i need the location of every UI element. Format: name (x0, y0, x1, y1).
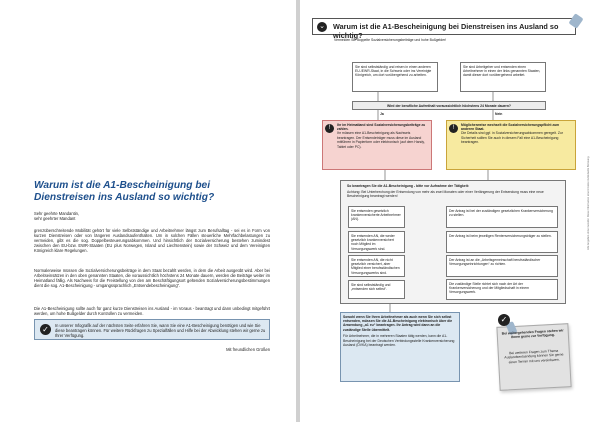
employer-text: Sie sind Arbeitgeber und entsenden einen Arbeitnehmer in einen der links genannten Staaten, damit dieser dort vorübergehend arbeitet. (463, 64, 541, 78)
chevron-down-icon: ⌄ (317, 22, 327, 32)
nein-result-title: Möglicherweise wechselt die Sozialversicherungspflicht zum anderen Staat. (461, 122, 560, 131)
side-disclaimer: Alle Angaben ohne Gewähr. Diese Information ersetzt keine individuelle Beratung. (587, 155, 590, 250)
paragraph-3: Die A1-Bescheinigung sollte auch für ganz kurze Dienstreisen ins Ausland - im Voraus - beantragt und dann unbedingt mitgeführt werden, um hohe Bußgelder durch Kontrollen zu vermeiden. (34, 306, 270, 317)
infographic-subtitle: Vermeiden Sie doppelte Sozialversicherungsbeiträge und hohe Bußgelder! (334, 38, 447, 42)
multi-state-text: Für Arbeitnehmer, die in mehreren Staaten tätig werden, kann die A1-Bescheinigung bei der Deutschen Verbindungsstelle Krankenversicherung Ausland (DVKA) beantragt werden. (343, 334, 455, 347)
salutation-2: sehr geehrter Mandant (34, 216, 76, 221)
infographic-note-text: In unserer Infografik auf der nächsten Seite erfahren Sie, wann Sie eine A1-Bescheinigung benötigen und wie Sie diese beantragen können. Für weitere Rückfragen zu Spezialfällen und Hilfe bei der Abwicklung stehen wir gerne zu Ihrer Verfügung. (55, 323, 266, 339)
check-icon: ✓ (498, 314, 510, 326)
result-3-text: Der Antrag ist an die „Arbeitsgemeinschaft berufsständischer Versorgungseinrichtungen“ zu richten. (449, 257, 541, 266)
electronic-application-box (340, 312, 460, 382)
letter-title: Warum ist die A1-Bescheinigung bei Dienstreisen ins Ausland so wichtig? (34, 180, 215, 204)
paragraph-2: Normalerweise müssen die Sozialversicherungsbeiträge in dem Staat bezahlt werden, in dem die Arbeit ausgeübt wird. Aber bei Arbeitseinsätzen in den oben genannten Staaten, die voraussichtlich höchstens 24 Monate dauern, werden die Beiträge weiter im Heimatland fällig. Als Nachweis für die Freistellung von den am Beschäftigungsort geltenden Sozialversicherungsbestimmungen dient die sog. A1-Bescheinigung - umgangssprachlich „Entsendebescheinigung“. (34, 268, 270, 289)
case-4-box (348, 280, 405, 299)
warning-icon: ! (449, 124, 458, 133)
duration-question: Wird der berufliche Aufenthalt voraussichtlich höchstens 24 Monate dauern? (387, 103, 511, 108)
duration-question-box (352, 101, 546, 110)
case-1-box (348, 206, 405, 228)
result-1-text: Der Antrag ist bei der zuständigen gesetzlichen Krankenversicherung zu stellen. (449, 208, 553, 217)
result-3-box (446, 255, 558, 277)
sticky-note (496, 323, 571, 391)
paragraph-1: grenzüberschreitende Mobilität gehört für viele Selbstständige und Arbeitnehmer längst zum Berufsalltag - sei es in Form von kurzen Dienstreisen oder von längeren Auslandsaufenthalten. Um in solchen Fällen steuerliche Mehrfachbelastungen zu vermeiden, gibt es die sog. Doppelbesteuerungsabkommen. Und hinsichtlich der Sozialversicherung bestehen zumindest zwischen den EU-bzw. EWR-Staaten (EU plus Norwegen, Island und Liechtenstein) sowie der Schweiz und dem Vereinigten Königreich klare Regelungen. (34, 228, 270, 254)
right-page (300, 0, 600, 422)
result-1-box (446, 206, 558, 228)
infographic-title: Warum ist die A1-Bescheinigung bei Dienstreisen ins Ausland so wichtig? (333, 22, 559, 40)
case-4-text: Sie sind selbstständig und „entsenden sich selbst“. (351, 282, 391, 291)
electronic-application-text: Sowohl wenn Sie Ihren Arbeitnehmer als auch wenn Sie sich selbst entsenden, müssen Sie die A1-Bescheinigung elektronisch über die Anwendung „a1 eu“ beantragen. Ihr Antrag wird dann an die zuständige Stelle übermittelt. (343, 314, 453, 332)
check-icon: ✓ (40, 324, 51, 335)
result-4-text: Die zuständige Stelle richtet sich nach der Art der Krankenversicherung und der Mitgliedschaft in einem Versorgungswerk. (449, 281, 529, 295)
nein-result-text: Die Details sind ggf. in Sozialversicherungsabkommen geregelt. Zur Sicherheit sollten Sie auch in diesem Fall eine A1-Bescheinigung beantragen. (461, 131, 563, 145)
answer-nein: Nein (495, 112, 503, 116)
sticky-note-heading: Bei weitergehenden Fragen stehen wir Ihnen gerne zur Verfügung. (501, 328, 564, 340)
salutation-1: Sehr geehrte Mandantin, (34, 211, 80, 216)
infographic-note-box (34, 319, 270, 340)
self-employed-text: Sie sind selbstständig und reisen in einen anderen EU-/EWR-Staat, in die Schweiz oder ins Vereinigte Königreich, um dort vorübergehend zu arbeiten. (355, 64, 432, 78)
left-page (0, 0, 296, 422)
result-2-box (446, 231, 558, 253)
case-2-text: Sie entsenden AN, die weder gesetzlich krankenversichert noch Mitglied im Versorgungswerk sind. (351, 233, 395, 251)
nein-result-box (446, 120, 576, 170)
case-3-box (348, 255, 405, 277)
case-1-text: Sie entsenden gesetzlich krankenversicherte Arbeitnehmer (AN). (351, 208, 401, 222)
how-to-apply-title: So beantragen Sie die A1-Bescheinigung - bitte vor Aufnahme der Tätigkeit: (347, 184, 470, 188)
result-2-text: Der Antrag ist beim jeweiligen Rentenversicherungsträger zu stellen. (449, 233, 552, 238)
sticky-note-body: Bei weiteren Fragen zum Thema Auslandsentsendung können Sie gerne einen Termin mit uns vereinbaren. (504, 348, 564, 365)
case-2-box (348, 231, 405, 253)
ja-result-box (322, 120, 432, 170)
closing-line: Mit freundlichen Grüßen (226, 347, 270, 352)
case-3-text: Sie entsenden AN, die nicht gesetzlich versichert, aber Mitglied einer berufsständischen Versorgungswerks sind. (351, 257, 400, 275)
employer-box (460, 62, 546, 92)
how-to-apply-note: Achtung: Bei Unterbrechung der Entsendung von mehr als zwei Monaten oder einer Verlängerung der Entsendung muss eine neue Bescheinigung beantragt werden! (347, 190, 544, 199)
ja-result-text: Ihr müssen eine A1-Bescheinigung als Nachweis beantragen. Der Entsendeträger muss diese im Ausland mitführen in Papierform oder elektronisch (auf dem Handy, Tablet oder PC). (337, 131, 425, 149)
ja-result-title: Ihr im Heimatland sind Sozialversicherungsbeiträge zu zahlen. (337, 122, 426, 131)
answer-ja: Ja (380, 112, 384, 116)
warning-icon: ! (325, 124, 334, 133)
result-4-box (446, 279, 558, 300)
self-employed-box (352, 62, 438, 92)
